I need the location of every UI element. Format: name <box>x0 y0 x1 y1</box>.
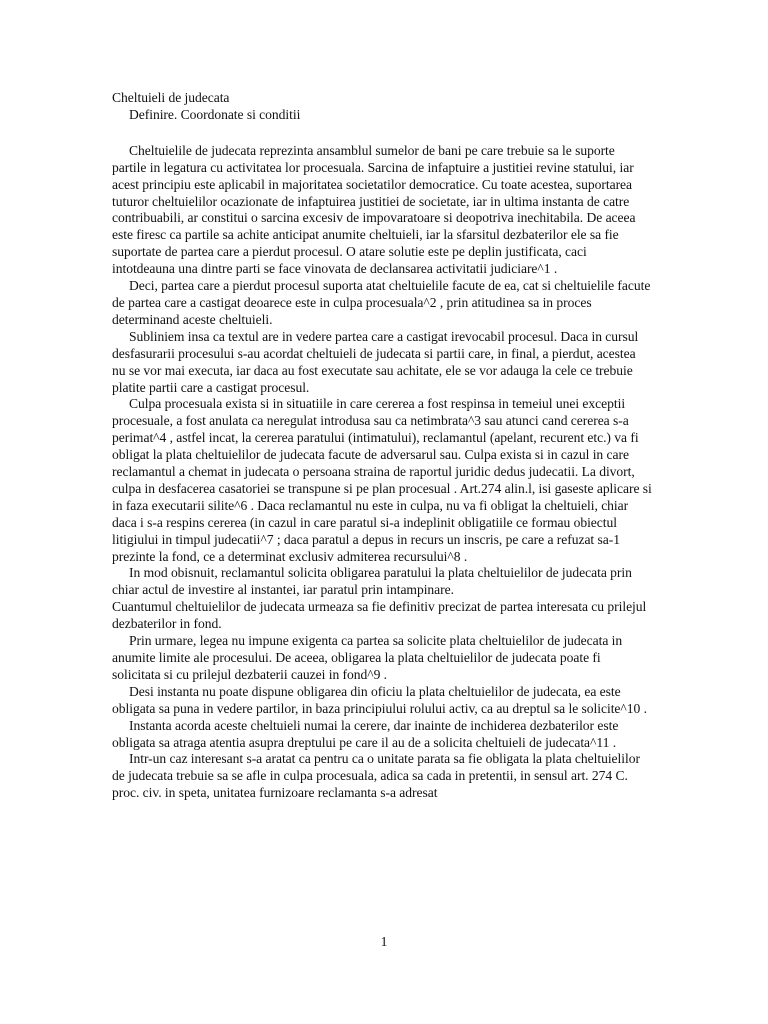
paragraph-10: Intr-un caz interesant s-a aratat ca pentru ca o unitate parata sa fie obligata la plata cheltuielilor de judecata trebuie sa se afle in culpa procesuala, adica sa cada in pretentii, in sensul art. 274 C. proc. civ. in speta, unitatea furnizoare reclamanta s-a adresat <box>112 751 640 801</box>
paragraph-6: Cuantumul cheltuielilor de judecata urmeaza sa fie definitiv precizat de partea interesata cu prilejul dezbaterilor in fond. <box>112 599 647 632</box>
paragraph-3: Subliniem insa ca textul are in vedere partea care a castigat irevocabil procesul. Daca in cursul desfasurarii procesului s-au acordat cheltuieli de judecata si partii care, in final, a pierdut, acestea nu se vor mai executa, iar daca au fost executate sau achitate, ele se vor adauga la cele ce trebuie platite partii care a castigat procesul. <box>112 328 639 395</box>
page-number: 1 <box>380 934 388 949</box>
document-subtitle: Definire. Coordonate si conditii <box>129 106 301 122</box>
document-body <box>112 90 652 802</box>
paragraph-2: Deci, partea care a pierdut procesul suporta atat cheltuielile facute de ea, cat si cheltuielile facute de partea care a castigat deoarece este in culpa procesuala^2 , prin atitudinea sa in proces determinand aceste cheltuieli. <box>112 278 651 327</box>
paragraph-7: Prin urmare, legea nu impune exigenta ca partea sa solicite plata cheltuielilor de judecata in anumite limite ale procesului. De aceea, obligarea la plata cheltuielilor de judecata poate fi solicitata si cu prilejul dezbaterii cauzei in fond^9 . <box>112 633 623 682</box>
document-title: Cheltuieli de judecata <box>112 90 230 105</box>
paragraph-5: In mod obisnuit, reclamantul solicita obligarea paratului la plata cheltuielilor de judecata prin chiar actul de investire al instantei, iar paratul prin intampinare. <box>112 565 632 598</box>
paragraph-9: Instanta acorda aceste cheltuieli numai la cerere, dar inainte de inchiderea dezbaterilor este obligata sa atraga atentia asupra dreptului pe care il au de a solicita cheltuieli de judecata^11 . <box>112 717 619 750</box>
paragraph-1: Cheltuielile de judecata reprezinta ansamblul sumelor de bani pe care trebuie sa le suporte partile in legatura cu activitatea lor procesuala. Sarcina de infaptuire a justitiei revine statului, iar acest principiu este aplicabil in majoritatea societatilor democratice. Cu toate acestea, suportarea tuturor cheltuielilor ocazionate de infaptuirea justitiei de societate, iar in ultima instanta de catre contribuabili, ar constitui o sarcina excesiv de impovaratoare si deopotriva inechitabila. De aceea este firesc ca partile sa achite anticipat anumite cheltuieli, iar la sfarsitul dezbaterilor ele sa fie suportate de partea care a pierdut procesul. O atare solutie este pe deplin justificata, caci intotdeauna una dintre parti se face vinovata de declansarea activitatii judiciare^1 . <box>112 142 636 277</box>
paragraph-8: Desi instanta nu poate dispune obligarea din oficiu la plata cheltuielilor de judecata, ea este obligata sa puna in vedere partilor, in baza principiului rolului activ, ca au dreptul sa le solicite^10 . <box>112 683 647 716</box>
paragraph-4: Culpa procesuala exista si in situatiile in care cererea a fost respinsa in temeiul unei exceptii procesuale, a fost anulata ca neregulat introdusa sau ca netimbrata^3 sau atunci cand cererea s-a perimat^4 , astfel incat, la cererea paratului (intimatului), reclamantul (apelant, recurent etc.) va fi obligat la plata cheltuielilor de judecata facute de adversarul sau. Culpa exista si in cazul in care reclamantul a chemat in judecata o persoana straina de raportul juridic dedus judecatii. La divort, culpa in desfacerea casatoriei se transpune si pe plan procesual . Art.274 alin.l, isi gaseste aplicare si in faza executarii silite^6 . Daca reclamantul nu este in culpa, nu va fi obligat la cheltuieli, chiar daca i s-a respins cererea (in cazul in care paratul si-a indeplinit obligatiile ce formau obiectul litigiului in timpul judecatii^7 ; daca paratul a depus in recurs un inscris, pe care a refuzat sa-1 prezinte la fond, ce a determinat exclusiv admiterea recursului^8 . <box>112 396 652 564</box>
